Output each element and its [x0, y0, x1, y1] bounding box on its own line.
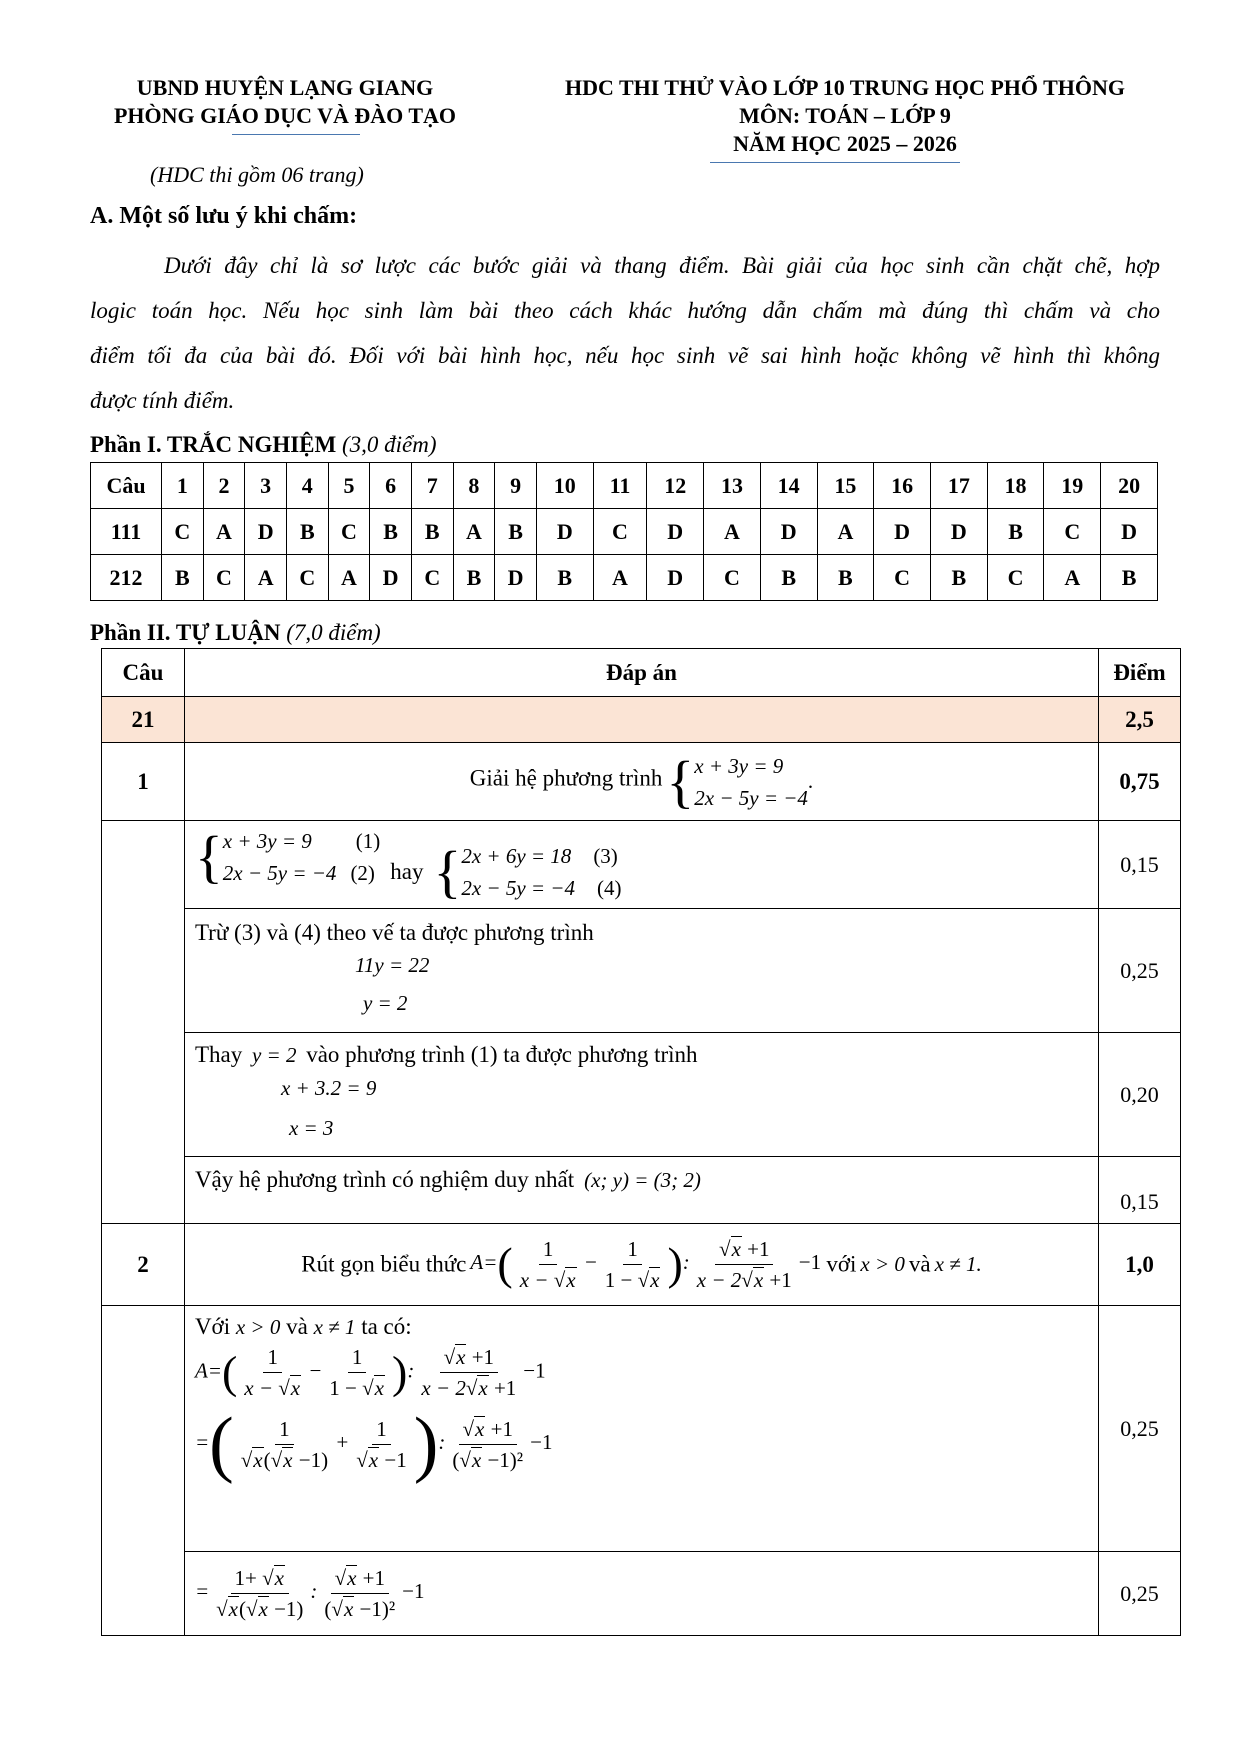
rubric-row-q1	[102, 743, 1181, 821]
q1-system: { x + 3y = 9 2x − 5y = −4 .	[666, 748, 814, 814]
answer-cell: C	[704, 555, 761, 601]
notes-heading: A. Một số lưu ý khi chấm:	[90, 203, 358, 229]
answer-cell: B	[495, 509, 537, 555]
question-number: 2	[203, 463, 245, 509]
q2-step-1-score: 0,25	[1099, 1306, 1181, 1552]
answer-cell: A	[817, 509, 874, 555]
answer-cell: A	[203, 509, 245, 555]
answer-cell: B	[536, 555, 593, 601]
q1-equation-3: 2x + 6y = 18 (3)	[461, 844, 618, 869]
q1-system-equations	[694, 750, 808, 814]
q2-cond-a: với	[826, 1251, 857, 1277]
answer-cell: B	[162, 555, 204, 601]
q1-equation-2: 2x − 5y = −4 (2)	[222, 860, 375, 885]
header-left-line1: UBND HUYỆN LẠNG GIANG	[136, 75, 434, 100]
q1-step-4-content	[184, 1157, 1098, 1224]
answer-cell: B	[930, 555, 987, 601]
header-left-rule	[232, 134, 360, 135]
notes-line-1: Dưới đây chỉ là sơ lược các bước giải và thang điểm. Bài giải của học sinh cần chặt chẽ, hợp	[164, 253, 1160, 278]
part1-title	[90, 432, 437, 458]
part2-title-text: Phần II. TỰ LUẬN	[90, 620, 281, 645]
q2-step-1	[102, 1306, 1181, 1552]
answer-cell: B	[760, 555, 817, 601]
hay-word: hay	[390, 859, 424, 885]
q1-system-labeled-equations	[223, 825, 380, 889]
answer-cell: D	[874, 509, 931, 555]
q1-prompt: Giải hệ phương trình	[469, 765, 663, 791]
answer-cell: D	[1101, 509, 1158, 555]
q1-label: 1	[102, 743, 185, 821]
question-number: 19	[1044, 463, 1101, 509]
q1-step-2-eq2: y = 2	[362, 990, 408, 1015]
question-number: 6	[370, 463, 412, 509]
q1-step-3-text	[195, 1042, 1098, 1068]
part2-points: (7,0 điểm)	[286, 620, 381, 645]
question-number: 12	[647, 463, 704, 509]
header-right-line2: MÔN: TOÁN – LỚP 9	[739, 103, 951, 128]
answer-cell: C	[593, 509, 647, 555]
essay-rubric-table	[101, 648, 1181, 1636]
answer-cell: D	[245, 509, 287, 555]
q1-step-3	[102, 1033, 1181, 1157]
q2-step-2-score: 0,25	[1099, 1552, 1181, 1636]
answer-cell: D	[536, 509, 593, 555]
answer-cell: C	[1044, 509, 1101, 555]
header-right-line1: HDC THI THỬ VÀO LỚP 10 TRUNG HỌC PHỔ THÔNG	[564, 75, 1126, 100]
answer-cell: C	[328, 509, 370, 555]
q1-step-3-substitution: y = 2	[251, 1042, 297, 1067]
header-right	[520, 74, 1170, 158]
answer-cell: A	[1044, 555, 1101, 601]
answer-cell: B	[1101, 555, 1158, 601]
q1-system-equivalent-equations	[461, 840, 621, 904]
notes-line-4: được tính điểm.	[90, 388, 235, 413]
answer-cell: C	[874, 555, 931, 601]
left-brace-icon: {	[666, 748, 695, 814]
q1-system-equivalent	[433, 840, 621, 904]
q2-step-1-text-a: Với	[194, 1314, 231, 1339]
answer-cell: C	[162, 509, 204, 555]
answer-cell: A	[704, 509, 761, 555]
question-number: 10	[536, 463, 593, 509]
answer-cell: A	[593, 555, 647, 601]
q1-solution: (x; y) = (3; 2)	[584, 1168, 701, 1192]
answer-cell: C	[286, 555, 328, 601]
notes-line-3: điểm tối đa của bài đó. Đối với bài hình học, nếu học sinh vẽ sai hình hoặc không vẽ hình thì không	[90, 343, 1160, 368]
question-number: 11	[593, 463, 647, 509]
q1-step-1-content	[184, 821, 1098, 909]
q1-step-2-content	[184, 909, 1098, 1033]
question-number: 9	[495, 463, 537, 509]
q1-prompt-cell	[184, 743, 1098, 821]
q1-step-1-score: 0,15	[1099, 821, 1181, 909]
q21-score: 2,5	[1099, 697, 1181, 743]
answer-cell: B	[817, 555, 874, 601]
q1-equation-1: x + 3y = 9	[694, 753, 784, 778]
header-right-rule	[710, 162, 960, 163]
q2-cond-x-positive: x > 0	[860, 1252, 905, 1276]
q1-steps-label-cell	[102, 821, 185, 1224]
answer-cell: D	[647, 555, 704, 601]
q2-step-1-text-b: và	[286, 1314, 308, 1339]
answer-key-row-111	[91, 509, 1158, 555]
question-number: 8	[453, 463, 495, 509]
q1-step-3-text-b: vào phương trình (1) ta được phương trình	[306, 1041, 698, 1067]
q1-system-labeled	[195, 825, 380, 889]
q1-step-3-score: 0,20	[1099, 1033, 1181, 1157]
q1-step-3-eq2: x = 3	[288, 1115, 334, 1140]
q2-label: 2	[102, 1224, 185, 1306]
question-number: 13	[704, 463, 761, 509]
q2-step-2	[102, 1552, 1181, 1636]
answer-cell: D	[647, 509, 704, 555]
answer-cell: B	[453, 555, 495, 601]
question-number: 4	[286, 463, 328, 509]
question-number: 1	[162, 463, 204, 509]
q21-empty	[184, 697, 1098, 743]
notes-paragraph	[90, 243, 1160, 423]
q1-step-2-text: Trừ (3) và (4) theo vế ta được phương trình	[194, 919, 594, 945]
answer-cell: D	[495, 555, 537, 601]
header-left	[90, 74, 480, 130]
question-number: 7	[411, 463, 453, 509]
q1-step-3-eq1: x + 3.2 = 9	[280, 1075, 377, 1100]
answer-cell: B	[370, 509, 412, 555]
answer-cell: D	[930, 509, 987, 555]
q1-equation-4: 2x − 5y = −4 (4)	[461, 876, 622, 901]
answer-key-table	[90, 462, 1158, 601]
answer-cell: B	[411, 509, 453, 555]
q2-cond-b: và	[908, 1251, 931, 1277]
answer-cell: C	[987, 555, 1044, 601]
answer-cell: B	[286, 509, 328, 555]
part2-title	[90, 620, 381, 646]
answer-cell: A	[245, 555, 287, 601]
rubric-row-q2	[102, 1224, 1181, 1306]
q2-prompt-cell	[184, 1224, 1098, 1306]
q2-prompt: Rút gọn biểu thức	[301, 1251, 467, 1277]
question-number: 15	[817, 463, 874, 509]
part1-title-text: Phần I. TRẮC NGHIỆM	[90, 432, 337, 457]
left-brace-icon: {	[194, 823, 223, 889]
header-page-note: (HDC thi gồm 06 trang)	[150, 162, 364, 187]
q1-step-4	[102, 1157, 1181, 1224]
q1-equation-1: x + 3y = 9 (1)	[222, 828, 381, 853]
answer-key-header-row	[91, 463, 1158, 509]
part1-points: (3,0 điểm)	[341, 432, 437, 457]
question-number: 16	[874, 463, 931, 509]
exam-code: 212	[91, 555, 162, 601]
q2-step-1-line-2: =( $\frac{1}{√x(√x -1)}$ + $\frac{1}{√x -1}$ ): $\frac{√x +1}{\text{(√x −1)²}}$ −1	[194, 1403, 553, 1485]
q1-step-3-text-a: Thay	[194, 1041, 243, 1067]
question-number: 14	[760, 463, 817, 509]
rubric-row-q21	[102, 697, 1181, 743]
answer-cell: D	[760, 509, 817, 555]
answer-key-row-212	[91, 555, 1158, 601]
q1-step-2-score: 0,25	[1099, 909, 1181, 1033]
notes-line-2: logic toán học. Nếu học sinh làm bài theo cách khác hướng dẫn chấm mà đúng thì chấm và cho	[90, 298, 1160, 323]
q2-step-1-intro: Với x > 0 và x ≠ 1 ta có:	[194, 1314, 412, 1339]
q2-step-1-content	[184, 1306, 1098, 1552]
q2-step-2-content	[184, 1552, 1098, 1636]
q1-score: 0,75	[1099, 743, 1181, 821]
q2-cond-x-not-one: x ≠ 1.	[934, 1252, 982, 1276]
question-number: 5	[328, 463, 370, 509]
question-number: 17	[930, 463, 987, 509]
q2-score: 1,0	[1099, 1224, 1181, 1306]
q1-step-4-score: 0,15	[1099, 1157, 1181, 1224]
answer-cell: C	[411, 555, 453, 601]
q21-label: 21	[102, 697, 185, 743]
header-right-line3: NĂM HỌC 2025 – 2026	[733, 131, 957, 156]
answer-cell: A	[328, 555, 370, 601]
q2-step-1-text-c: ta có:	[361, 1314, 412, 1339]
header-left-line2: PHÒNG GIÁO DỤC VÀ ĐÀO TẠO	[113, 103, 457, 128]
question-number: 3	[245, 463, 287, 509]
q2-step-1-line-1: A=( $\frac{1}{x - √x}$ − $\frac{1}{1 - √x}$ ): $\frac{√x +1}{x - 2√x +1}$ −1	[194, 1345, 546, 1400]
q1-step-2-eq1: 11y = 22	[354, 952, 430, 977]
q1-step-3-content	[184, 1033, 1098, 1157]
rubric-header-dapan: Đáp án	[184, 649, 1098, 697]
rubric-header-cau: Câu	[102, 649, 185, 697]
question-number: 20	[1101, 463, 1158, 509]
answer-cell: C	[203, 555, 245, 601]
question-number: 18	[987, 463, 1044, 509]
q2-expression: A=( $\frac{1}{x - √x}$ − $\frac{1}{1 - √x}$ ): $\frac{√x +1}{x - 2√x +1}$ −1	[470, 1237, 822, 1292]
rubric-header-diem: Điểm	[1099, 649, 1181, 697]
q2-step-2-line: = $\frac{1+ √x}{√x(√x -1)}$ : $\frac{√x +1}{\text{(√x −1)²}}$ −1	[194, 1566, 425, 1621]
left-brace-icon: {	[433, 839, 462, 905]
exam-code: 111	[91, 509, 162, 555]
q1-step-2	[102, 909, 1181, 1033]
q1-step-1	[102, 821, 1181, 909]
answer-cell: B	[987, 509, 1044, 555]
q2-steps-label-cell	[102, 1306, 185, 1636]
answer-cell: A	[453, 509, 495, 555]
answer-cell: D	[370, 555, 412, 601]
rubric-header-row	[102, 649, 1181, 697]
q1-equation-2: 2x − 5y = −4	[694, 785, 808, 810]
q1-step-4-text: Vậy hệ phương trình có nghiệm duy nhất	[194, 1167, 575, 1192]
answer-key-header-label: Câu	[91, 463, 162, 509]
